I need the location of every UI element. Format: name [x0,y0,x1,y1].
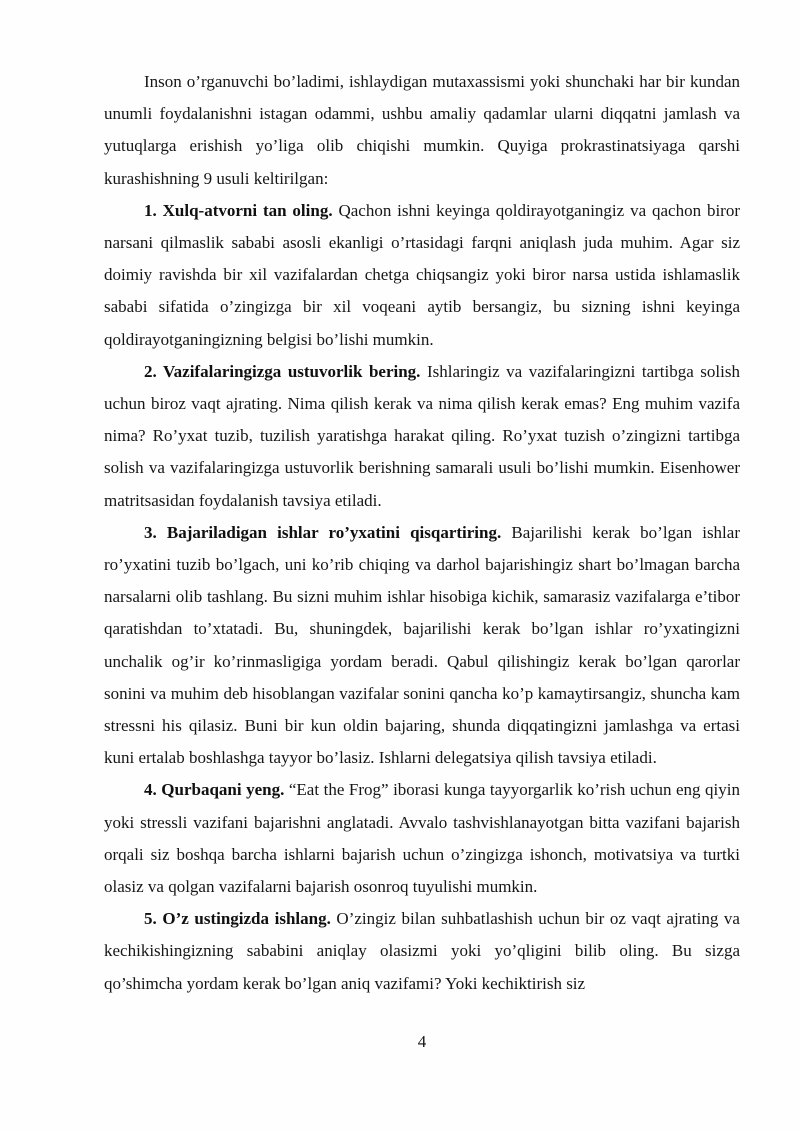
paragraph-body: Ishlaringiz va vazifalaringizni tartibga solish uchun biroz vaqt ajrating. Nima qilish kerak va nima qilish kerak emas? Eng muhim vazifa nima? Ro’yxat tuzib, tuzilish yaratishga harakat qiling. Ro’yxat tuzish o’zingizni tartibga solish va vazifalaringizga ustuvorlik berishning samarali usuli bo’lishi mumkin. Eisenhower matritsasidan foydalanish tavsiya etiladi. [104,361,740,510]
paragraph-lead: 3. Bajariladigan ishlar ro’yxatini qisqartiring. [144,522,502,542]
paragraph-item-5 [104,903,740,1000]
paragraph-lead: 5. O’z ustingizda ishlang. [144,909,331,929]
text-block [104,66,740,1000]
paragraph-item-3 [104,517,740,775]
paragraph-item-1 [104,195,740,356]
paragraph-body: Qachon ishni keyinga qoldirayotganingiz va qachon biror narsani qilmaslik sababi asosli ekanligi o’rtasidagi farqni aniqlash juda muhim. Agar siz doimiy ravishda bir xil vazifalardan chetga chiqsangiz yoki biror narsa ustida ishlamaslik sababi sifatida o’zingizga bir xil voqeani aytib bersangiz, bu sizning ishni keyinga qoldirayotganingizning belgisi bo’lishi mumkin. [104,200,740,349]
paragraph-lead: 1. Xulq-atvorni tan oling. [144,200,333,220]
paragraph-body: Bajarilishi kerak bo’lgan ishlar ro’yxatini tuzib bo’lgach, uni ko’rib chiqing va darhol bajarishingiz shart bo’lmagan barcha narsalarni olib tashlang. Bu sizni muhim ishlar hisobiga kichik, samarasiz vazifalarga e’tibor qaratishdan to’xtatadi. Bu, shuningdek, bajarilishi kerak bo’lgan ishlar ro’yxatingizni unchalik og’ir ko’rinmasligiga yordam beradi. Qabul qilishingiz kerak bo’lgan qarorlar sonini va muhim deb hisoblangan vazifalar sonini qancha ko’p kamaytirsangiz, shuncha kam stressni his qilasiz. Buni bir kun oldin bajaring, shunda diqqatingizni jamlashga va ertasi kuni ertalab boshlashga tayyor bo’lasiz. Ishlarni delegatsiya qilish tavsiya etiladi. [104,522,740,768]
paragraph-item-4 [104,774,740,903]
paragraph-lead: 2. Vazifalaringizga ustuvorlik bering. [144,361,421,381]
paragraph-item-2 [104,356,740,517]
paragraph-body: O’zingiz bilan suhbatlashish uchun bir oz vaqt ajrating va kechikishingizning sababini aniqlay olasizmi yoki yo’qligini bilib oling. Bu sizga qo’shimcha yordam kerak bo’lgan aniq vazifami? Yoki kechiktirish siz [104,909,740,993]
paragraph-lead: 4. Qurbaqani yeng. [144,780,285,800]
paragraph-intro [104,66,740,195]
paragraph-body: “Eat the Frog” iborasi kunga tayyorgarlik ko’rish uchun eng qiyin yoki stressli vazifani bajarishni anglatadi. Avvalo tashvishlanayotgan bitta vazifani bajarish orqali siz boshqa barcha ishlarni bajarish uchun o’zingizga ishonch, motivatsiya va turtki olasiz va qolgan vazifalarni bajarish osonroq tuyulishi mumkin. [104,780,740,897]
paragraph-body: Inson o’rganuvchi bo’ladimi, ishlaydigan mutaxassismi yoki shunchaki har bir kundan unumli foydalanishni istagan odammi, ushbu amaliy qadamlar ularni diqqatni jamlash va yutuqlarga erishish yo’liga olib chiqishi mumkin. Quyiga prokrastinatsiyaga qarshi kurashishning 9 usuli keltirilgan: [104,72,740,188]
page-number: 4 [417,1032,427,1051]
